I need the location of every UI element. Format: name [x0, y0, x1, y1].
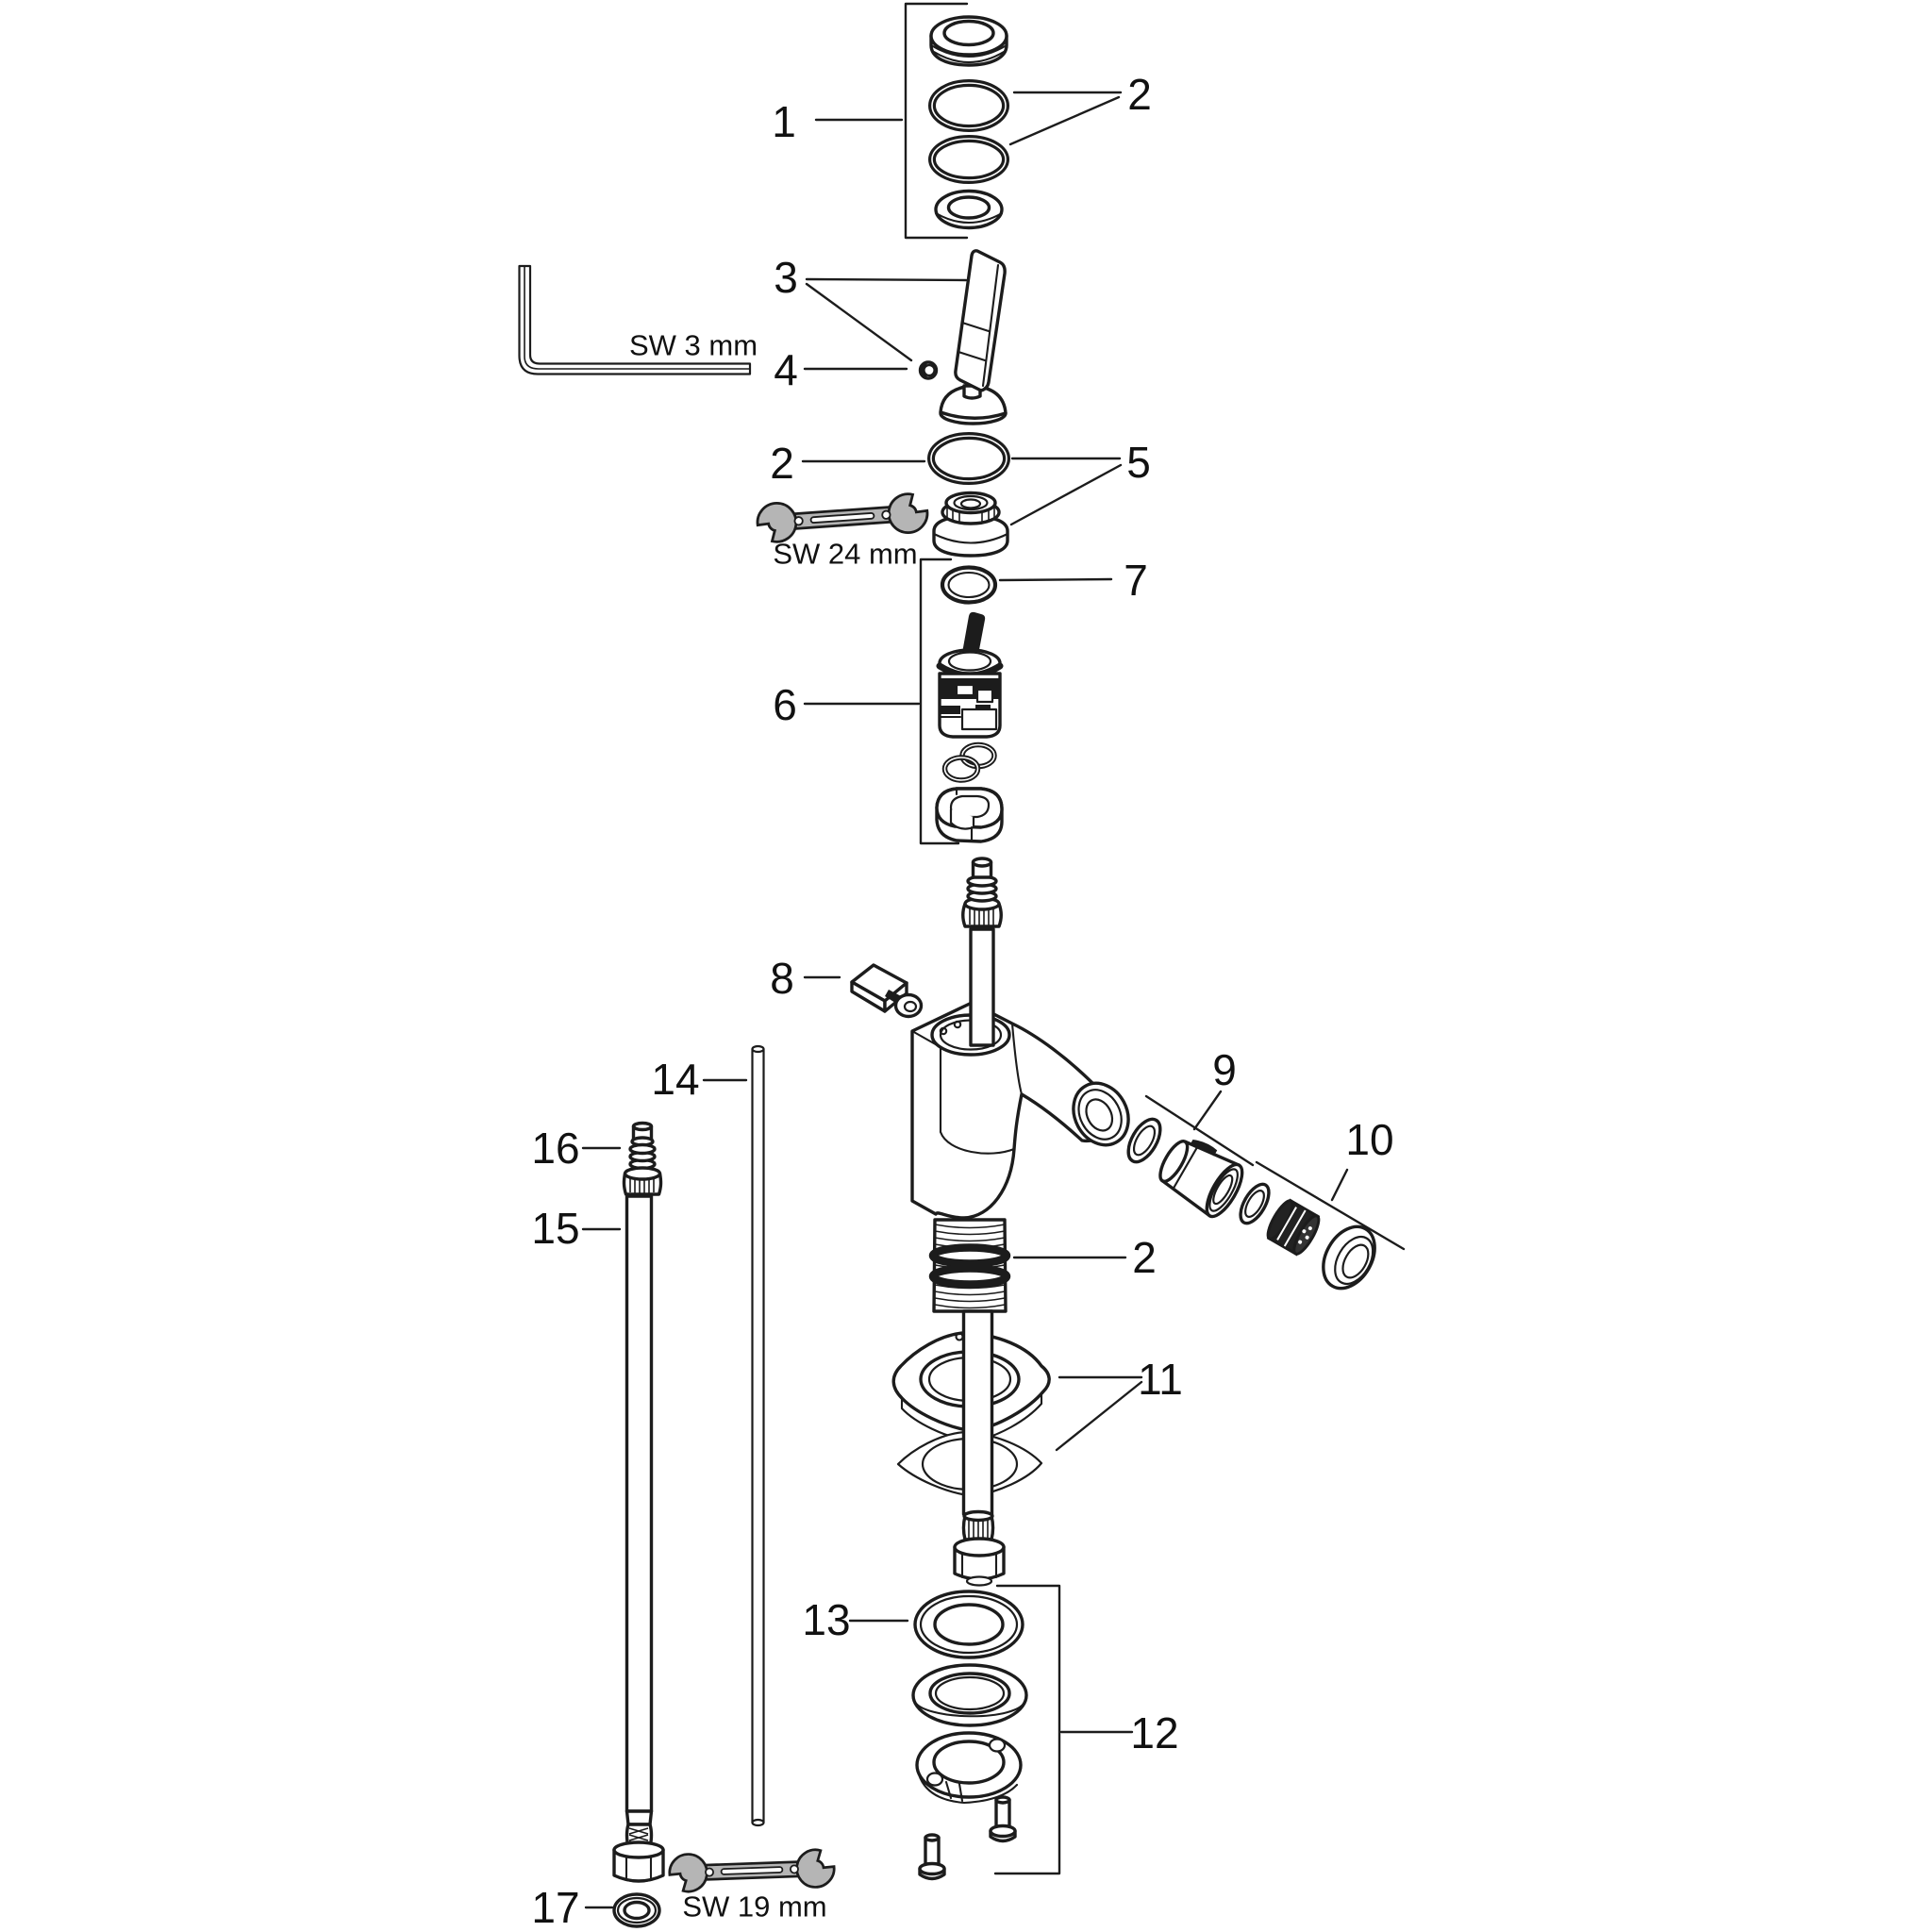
wrench-19-size-label: SW 19 mm [682, 1890, 827, 1924]
callout-8-label: 8 [770, 954, 794, 1003]
part-5-cap-nut [934, 493, 1008, 557]
part-10-outer-ring [1313, 1218, 1386, 1298]
callout-3-label: 3 [774, 253, 798, 302]
callout-7-label: 7 [1124, 556, 1148, 605]
callout-2-shank-label: 2 [1132, 1233, 1157, 1282]
part-7-oring [942, 568, 995, 603]
callout-17-label: 17 [531, 1883, 580, 1932]
leader-line-10 [1332, 1170, 1347, 1200]
callout-14-label: 14 [651, 1055, 700, 1104]
hex-key-size-label: SW 3 mm [628, 328, 758, 362]
part-2-oring-mid [931, 436, 1007, 481]
callout-4-label: 4 [774, 345, 798, 394]
leader-line-9 [1194, 1091, 1221, 1129]
part-8-fixing-block [852, 965, 922, 1017]
callout-5-label: 5 [1126, 438, 1151, 487]
callout-11-label: 11 [1138, 1355, 1183, 1404]
part-13-washer [915, 1591, 1023, 1657]
callout-10-label: 10 [1345, 1115, 1394, 1164]
part-10-washer [1235, 1180, 1274, 1228]
part-10-aerator-insert [1264, 1198, 1324, 1257]
leader-line-3a [807, 279, 966, 280]
part-1-oring-upper [932, 83, 1006, 128]
leader-line-5b [1011, 465, 1121, 525]
leader-line-2b [1010, 97, 1119, 144]
part-14-pull-rod [753, 1046, 764, 1825]
part-17-washer [614, 1894, 659, 1926]
part-12-screw-2 [920, 1835, 944, 1879]
part-1-trim-ring [931, 17, 1007, 65]
leader-line-11b [1057, 1382, 1141, 1450]
callout-1-label: 1 [772, 97, 796, 146]
part-1-oring-lower [932, 139, 1006, 180]
callout-13-label: 13 [802, 1595, 851, 1644]
wrench-24-icon [757, 492, 929, 542]
body-threaded-shank [933, 1220, 1007, 1311]
faucet-body [912, 1003, 1139, 1218]
callout-2-mid-label: 2 [770, 439, 794, 488]
callout-15-label: 15 [531, 1204, 580, 1253]
part-15-supply-hose [614, 1196, 663, 1882]
leader-line-7 [1000, 579, 1111, 580]
body-lower-pipe [964, 1311, 993, 1540]
callout-2-top-label: 2 [1127, 70, 1152, 119]
part-12-washer [913, 1665, 1026, 1725]
part-6-cartridge [940, 612, 1000, 737]
part-6-orings [945, 745, 995, 781]
part-6-spacer-ring [937, 789, 1002, 841]
part-12-mounting-flange [917, 1733, 1021, 1803]
callout-16-label: 16 [531, 1124, 580, 1173]
wrench-24-size-label: SW 24 mm [773, 537, 918, 571]
part-9-connector [1152, 1129, 1250, 1222]
part-1-washer [936, 192, 1002, 228]
wrench-19-icon [669, 1849, 835, 1892]
callout-9-label: 9 [1212, 1045, 1237, 1094]
part-16-hose-connector [624, 1124, 660, 1195]
hose-connection-nut [955, 1539, 1004, 1586]
callout-12-label: 12 [1130, 1708, 1179, 1757]
leader-line-3b [807, 284, 911, 360]
part-12-screw-1 [991, 1797, 1015, 1841]
part-3-handle [941, 251, 1006, 424]
callout-6-label: 6 [773, 680, 797, 729]
part-4-set-screw [921, 362, 937, 378]
